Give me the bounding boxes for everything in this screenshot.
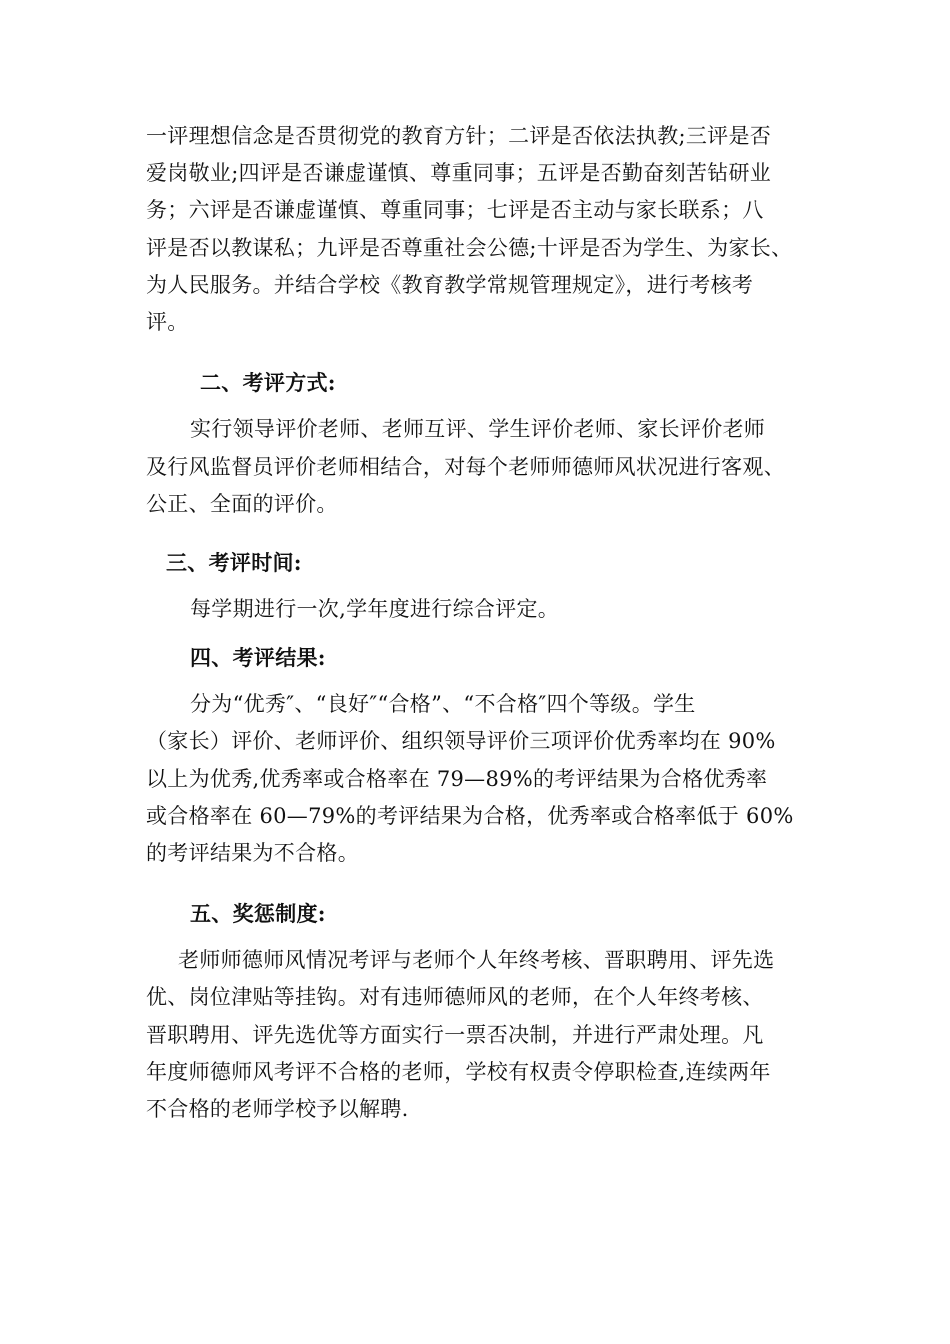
paragraph-line: 为人民服务。并结合学校《教育教学常规管理规定》，进行考核考 bbox=[146, 273, 754, 297]
paragraph-line: 老师师德师风情况考评与老师个人年终考核、晋职聘用、评先选 bbox=[178, 948, 775, 972]
paragraph-line: 爱岗敬业;四评是否谦虚谨慎、尊重同事；五评是否勤奋刻苦钻研业 bbox=[146, 161, 772, 185]
paragraph-line: 以上为优秀,优秀率或合格率在 79—89%的考评结果为合格优秀率 bbox=[146, 767, 768, 791]
paragraph-line: 年度师德师风考评不合格的老师，学校有权责令停职检查,连续两年 bbox=[146, 1060, 771, 1084]
paragraph-line: 不合格的老师学校予以解聘. bbox=[146, 1097, 409, 1121]
section-heading-method: 二、考评方式: bbox=[200, 370, 336, 395]
time-paragraph: 每学期进行一次,学年度进行综合评定。 bbox=[190, 597, 560, 621]
paragraph-line: （家长）评价、老师评价、组织领导评价三项评价优秀率均在 90% bbox=[146, 729, 776, 753]
paragraph-line: 公正、全面的评价。 bbox=[146, 492, 338, 516]
paragraph-line: 实行领导评价老师、老师互评、学生评价老师、家长评价老师 bbox=[190, 417, 766, 441]
section-heading-result: 四、考评结果: bbox=[190, 645, 326, 670]
paragraph-line: 一评理想信念是否贯彻党的教育方针；二评是否依法执教;三评是否 bbox=[146, 124, 772, 148]
paragraph-line: 的考评结果为不合格。 bbox=[146, 841, 359, 865]
paragraph-line: 优、岗位津贴等挂钩。对有违师德师风的老师，在个人年终考核、 bbox=[146, 985, 764, 1009]
paragraph-line: 分为“优秀″、“良好″“合格”、“不合格″四个等级。学生 bbox=[190, 692, 696, 716]
paragraph-line: 或合格率在 60—79%的考评结果为合格，优秀率或合格率低于 60% bbox=[146, 804, 794, 828]
paragraph-line: 评。 bbox=[146, 310, 189, 334]
section-heading-reward: 五、奖惩制度: bbox=[190, 901, 326, 926]
paragraph-line: 晋职聘用、评先选优等方面实行一票否决制，并进行严肃处理。凡 bbox=[146, 1023, 764, 1047]
paragraph-line: 评是否以教谋私；九评是否尊重社会公德;十评是否为学生、为家长、 bbox=[146, 236, 793, 260]
paragraph-line: 及行风监督员评价老师相结合，对每个老师师德师风状况进行客观、 bbox=[146, 455, 785, 479]
paragraph-line: 务；六评是否谦虚谨慎、尊重同事；七评是否主动与家长联系；八 bbox=[146, 198, 764, 222]
section-heading-time: 三、考评时间: bbox=[166, 550, 302, 575]
